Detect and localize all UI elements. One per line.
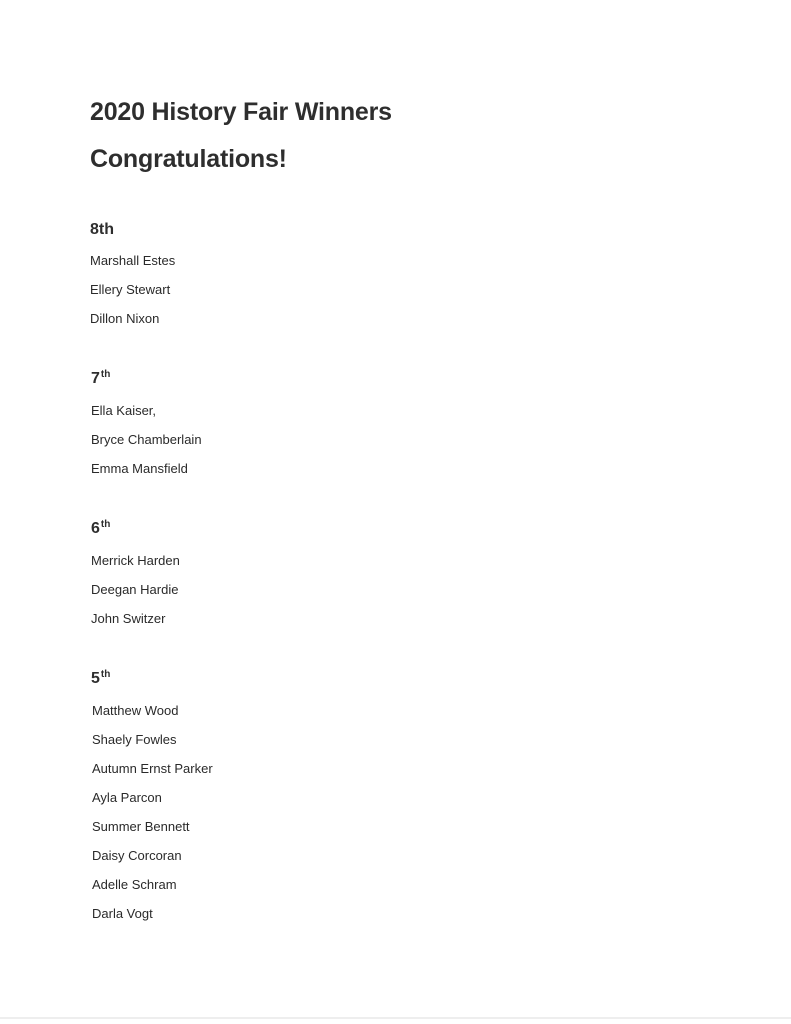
winner-name: Marshall Estes (90, 253, 176, 268)
grade-5-heading: 5th (91, 668, 111, 687)
scan-edge-divider (0, 1017, 791, 1019)
winner-name: John Switzer (91, 611, 166, 626)
winner-name: Shaely Fowles (92, 732, 177, 747)
winner-name: Adelle Schram (92, 877, 177, 892)
winner-name: Ellery Stewart (90, 282, 171, 297)
winner-name: Darla Vogt (92, 906, 153, 921)
winner-name: Matthew Wood (92, 703, 179, 718)
winner-name: Ella Kaiser, (91, 403, 157, 418)
winner-name: Autumn Ernst Parker (92, 761, 213, 776)
winner-name: Summer Bennett (92, 819, 190, 834)
winner-name: Ayla Parcon (92, 790, 162, 805)
grade-6-heading: 6th (91, 518, 111, 537)
winner-name: Dillon Nixon (90, 311, 160, 326)
winner-name: Daisy Corcoran (92, 848, 182, 863)
winner-name: Emma Mansfield (91, 461, 188, 476)
congratulations-heading: Congratulations! (90, 145, 287, 173)
grade-8-heading: 8th (90, 221, 114, 238)
winner-name: Merrick Harden (91, 553, 180, 568)
page-title: 2020 History Fair Winners (90, 98, 392, 126)
winner-name: Deegan Hardie (91, 582, 179, 597)
grade-7-heading: 7th (91, 368, 111, 387)
winner-name: Bryce Chamberlain (91, 432, 202, 447)
